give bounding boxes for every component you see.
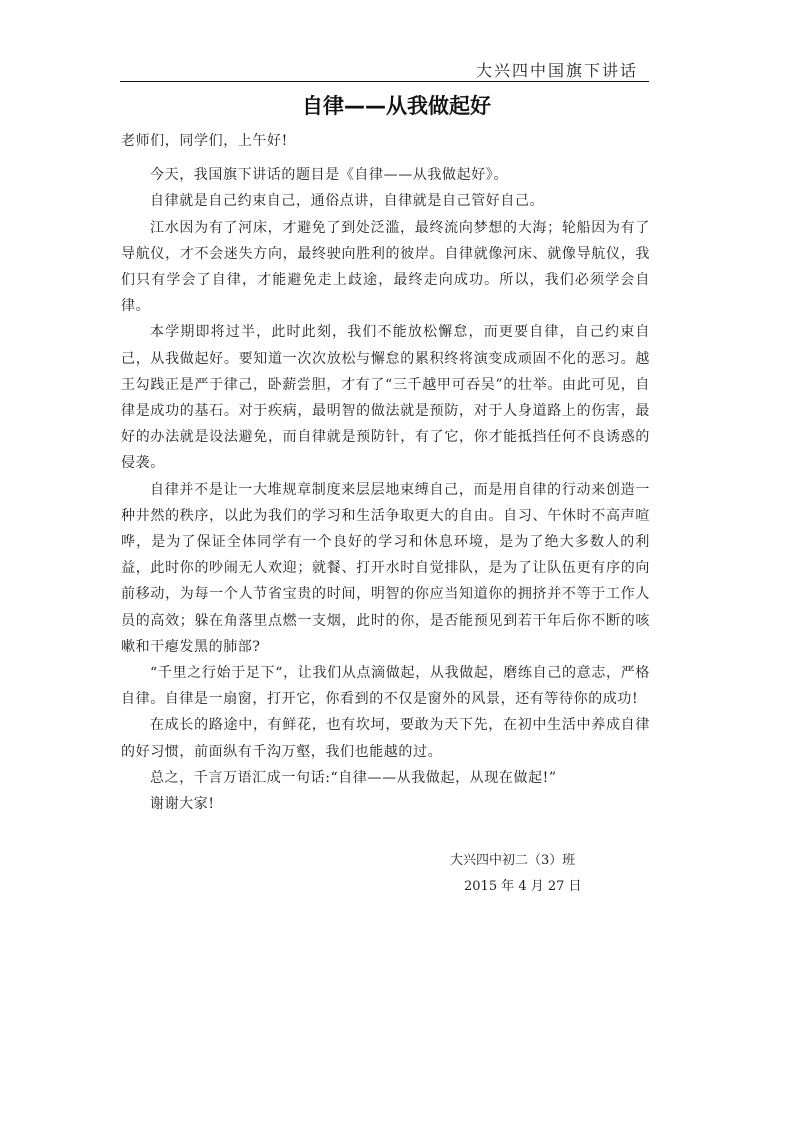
signature-block bbox=[450, 848, 582, 900]
paragraph-semester: 本学期即将过半，此时此刻，我们不能放松懈怠，而更要自律，自己约束自己，从我做起好。要知道一次次放松与懈怠的累积终将演变成顽固不化的恶习。越王勾践正是严于律己，卧薪尝胆，才有了“三千越甲可吞吴”的壮举。由此可见，自律是成功的基石。对于疾病，最明智的做法就是预防，对于人身道路上的伤害，最好的办法就是设法避免，而自律就是预防针，有了它，你才能抵挡任何不良诱惑的侵袭。 bbox=[121, 324, 650, 472]
paragraph-growth: 在成长的路途中，有鲜花，也有坎坷，要敢为天下先，在初中生活中养成自律的好习惯，前面纵有千沟万壑，我们也能越的过。 bbox=[121, 717, 650, 760]
running-header: 大兴四中国旗下讲话 bbox=[475, 61, 638, 80]
document-title: 自律——从我做起好 bbox=[302, 94, 491, 118]
speech-body bbox=[121, 128, 650, 817]
header-divider bbox=[120, 81, 649, 82]
paragraph-definition: 自律就是自己约束自己，通俗点讲，自律就是自己管好自己。 bbox=[150, 193, 545, 210]
paragraph-order-freedom: 自律并不是让一大堆规章制度来层层地束缚自己，而是用自律的行动来创造一种井然的秩序，以此为我们的学习和生活争取更大的自由。自习、午休时不高声喧哗，是为了保证全体同学有一个良好的学习和休息环境，是为了绝大多数人的利益，此时你的吵闹无人欢迎；就餐、打开水时自觉排队，是为了让队伍更有序的向前移动，为每一个人节省宝贵的时间，明智的你应当知道你的拥挤并不等于工作人员的高效；躲在角落里点燃一支烟，此时的你，是否能预见到若干年后你不断的咳嗽和干瘪发黑的肺部? bbox=[121, 481, 650, 655]
paragraph-conclusion: 总之，千言万语汇成一句话:“自律——从我做起，从现在做起!” bbox=[150, 769, 557, 786]
signature-date: 2015 年 4 月 27 日 bbox=[464, 879, 582, 894]
paragraph-topic: 今天，我国旗下讲话的题目是《自律——从我做起好》。 bbox=[150, 167, 508, 184]
paragraph-river-analogy: 江水因为有了河床，才避免了到处泛滥，最终流向梦想的大海；轮船因为有了导航仪，才不会迷失方向，最终驶向胜利的彼岸。自律就像河床、就像导航仪，我们只有学会了自律，才能避免走上歧途，最终走向成功。所以，我们必须学会自律。 bbox=[121, 219, 650, 315]
paragraph-thanks: 谢谢大家! bbox=[150, 796, 215, 813]
signature-class: 大兴四中初二（3）班 bbox=[450, 853, 576, 868]
paragraph-journey: “千里之行始于足下“，让我们从点滴做起，从我做起，磨练自己的意志，严格自律。自律是一扇窗，打开它，你看到的不仅是窗外的风景，还有等待你的成功! bbox=[121, 665, 650, 708]
greeting: 老师们，同学们，上午好! bbox=[121, 133, 288, 149]
